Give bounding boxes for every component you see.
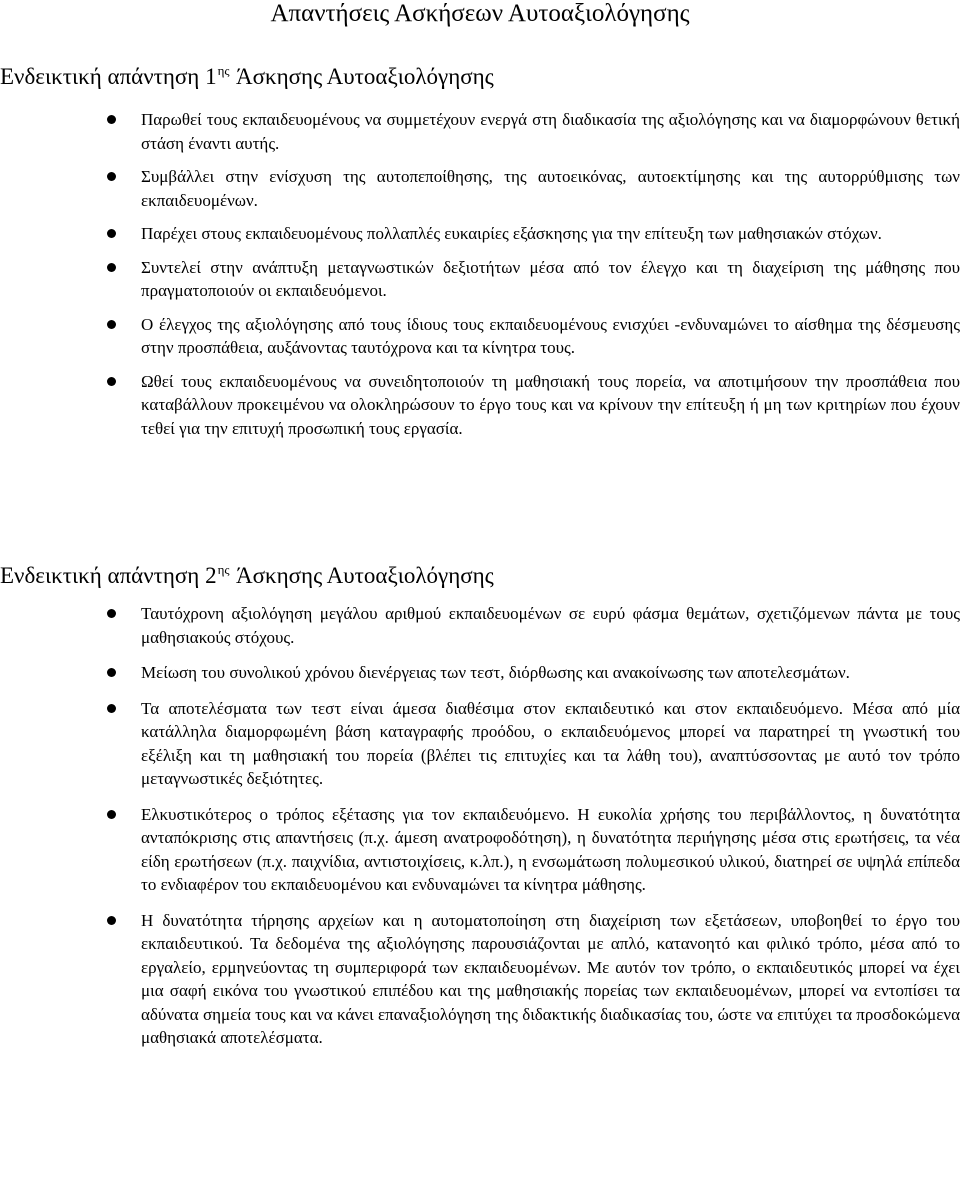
- section-2-heading-text: Ενδεικτική απάντηση 2: [0, 563, 217, 588]
- list-item: [0, 108, 960, 155]
- bullet-icon: [107, 263, 116, 272]
- list-item: [0, 602, 960, 649]
- list-item-text: Παρωθεί τους εκπαιδευομένους να συμμετέχουν ενεργά στη διαδικασία της αξιολόγησης και να διαμορφώνουν θετική στάση έναντι αυτής.: [141, 110, 960, 153]
- list-item: [0, 909, 960, 1050]
- section-2-heading-rest: Άσκησης Αυτοαξιολόγησης: [231, 563, 494, 588]
- list-item: [0, 697, 960, 791]
- document-title: Απαντήσεις Ασκήσεων Αυτοαξιολόγησης: [270, 0, 690, 27]
- list-item: [0, 661, 960, 685]
- bullet-icon: [107, 229, 116, 238]
- list-item-text: Η δυνατότητα τήρησης αρχείων και η αυτοματοποίηση στη διαχείριση των εξετάσεων, υποβοηθεί το έργο του εκπαιδευτικού. Τα δεδομένα της αξιολόγησης παρουσιάζονται με απλό, κατανοητό και φιλικό τρόπο, μέσα από το εργαλείο, ερμηνεύοντας τη συμπεριφορά των εκπαιδευομένων. Με αυτόν τον τρόπο, ο εκπαιδευτικός μπορεί να έχει μια σαφή εικόνα του γνωστικού επιπέδου και της μαθησιακής πορείας των εκπαιδευομένων, μπορεί να εντοπίσει τα αδύνατα σημεία τους και να κάνει επαναξιολόγηση της διδακτικής διαδικασίας του, ώστε να επιτύχει τα προσδοκώμενα μαθησιακά αποτελέσματα.: [141, 910, 960, 1047]
- list-item: [0, 165, 960, 212]
- bullet-icon: [107, 377, 116, 386]
- bullet-icon: [107, 916, 116, 925]
- bullet-icon: [107, 172, 116, 181]
- list-item-text: Ελκυστικότερος ο τρόπος εξέτασης για τον εκπαιδευόμενο. Η ευκολία χρήσης του περιβάλλοντος, η δυνατότητα ανταπόκρισης στις απαντήσεις (π.χ. άμεση ανατροφοδότηση), η δυνατότητα περιήγησης μέσα στις ερωτήσεις, τα νέα είδη ερωτήσεων (π.χ. παιχνίδια, αντιστοιχίσεις, κ.λπ.), η ενσωμάτωση πολυμεσικού υλικού, διατηρεί σε υψηλά επίπεδα το ενδιαφέρον του εκπαιδευομένου και ενδυναμώνει τα κίνητρα μάθησης.: [141, 804, 960, 894]
- list-item: [0, 370, 960, 441]
- bullet-icon: [107, 704, 116, 713]
- section-2-heading: [0, 562, 494, 593]
- section-1-list: [0, 108, 960, 450]
- section-1-heading-ordinal: ης: [217, 63, 230, 78]
- section-2-heading-ordinal: ης: [217, 562, 230, 577]
- bullet-icon: [107, 115, 116, 124]
- section-1-heading: [0, 63, 494, 94]
- list-item: [0, 222, 960, 246]
- list-item-text: Ο έλεγχος της αξιολόγησης από τους ίδιους τους εκπαιδευομένους ενισχύει -ενδυναμώνει το αίσθημα της δέσμευσης στην προσπάθεια, αυξάνοντας ταυτόχρονα και τα κίνητρα τους.: [141, 314, 960, 357]
- section-2-list: [0, 602, 960, 1062]
- list-item: [0, 256, 960, 303]
- list-item-text: Συντελεί στην ανάπτυξη μεταγνωστικών δεξιοτήτων μέσα από τον έλεγχο και τη διαχείριση της μάθησης που πραγματοποιούν οι εκπαιδευόμενοι.: [141, 257, 960, 300]
- list-item-text: Ωθεί τους εκπαιδευομένους να συνειδητοποιούν τη μαθησιακή τους πορεία, να αποτιμήσουν την προσπάθεια που καταβάλλουν προκειμένου να ολοκληρώσουν το έργο τους και να κρίνουν την επίτευξη ή μη των κριτηρίων που έχουν τεθεί για την επιτυχή προσωπική τους εργασία.: [141, 371, 960, 438]
- bullet-icon: [107, 668, 116, 677]
- bullet-icon: [107, 609, 116, 618]
- list-item-text: Τα αποτελέσματα των τεστ είναι άμεσα διαθέσιμα στον εκπαιδευτικό και στον εκπαιδευόμενο. Μέσα από μία κατάλληλα διαμορφωμένη βάση καταγραφής προόδου, ο εκπαιδευόμενος μπορεί να παρατηρεί τη γνωστική του εξέλιξη και τη μαθησιακή του πορεία (βλέπει τις επιτυχίες και τα λάθη του), αναπτύσσοντας με αυτό τον τρόπο μεταγνωστικές δεξιότητες.: [141, 698, 960, 788]
- bullet-icon: [107, 810, 116, 819]
- list-item: [0, 803, 960, 897]
- list-item-text: Ταυτόχρονη αξιολόγηση μεγάλου αριθμού εκπαιδευομένων σε ευρύ φάσμα θεμάτων, σχετιζόμενων πάντα με τους μαθησιακούς στόχους.: [141, 604, 960, 647]
- section-1-heading-text: Ενδεικτική απάντηση 1: [0, 64, 217, 89]
- list-item-text: Συμβάλλει στην ενίσχυση της αυτοπεποίθησης, της αυτοεικόνας, αυτοεκτίμησης και της αυτορρύθμισης των εκπαιδευομένων.: [141, 167, 960, 210]
- list-item-text: Παρέχει στους εκπαιδευομένους πολλαπλές ευκαιρίες εξάσκησης για την επίτευξη των μαθησιακών στόχων.: [141, 224, 882, 243]
- list-item: [0, 313, 960, 360]
- section-1-heading-rest: Άσκησης Αυτοαξιολόγησης: [231, 64, 494, 89]
- bullet-icon: [107, 320, 116, 329]
- list-item-text: Μείωση του συνολικού χρόνου διενέργειας των τεστ, διόρθωσης και ανακοίνωσης των αποτελεσμάτων.: [141, 663, 850, 682]
